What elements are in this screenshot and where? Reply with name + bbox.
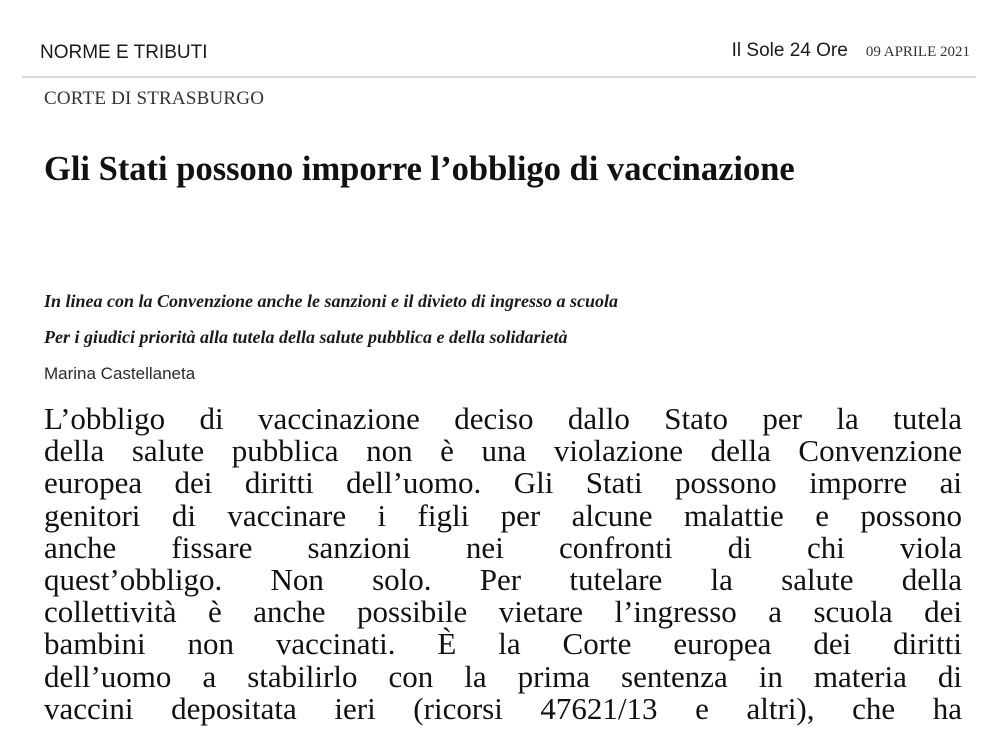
body-line: vaccini depositata ieri (ricorsi 47621/13 e altri), che ha xyxy=(44,690,962,726)
body-line: L’obbligo di vaccinazione deciso dallo Stato per la tutela xyxy=(44,401,962,436)
article-kicker: CORTE DI STRASBURGO xyxy=(44,88,265,109)
body-line: dell’uomo a stabilirlo con la prima sentenza in materia di xyxy=(44,658,962,694)
article-author: Marina Castellaneta xyxy=(44,364,196,383)
body-line: collettività è anche possibile vietare l’ingresso a scuola dei xyxy=(44,594,962,630)
body-line: bambini non vaccinati. È la Corte europea dei diritti xyxy=(44,626,962,662)
body-line: europea dei diritti dell’uomo. Gli Stati possono imporre ai xyxy=(44,465,962,501)
article-title: Gli Stati possono imporre l’obbligo di vaccinazione xyxy=(44,150,795,188)
body-line: quest’obbligo. Non solo. Per tutelare la salute della xyxy=(44,561,962,597)
publication-name: Il Sole 24 Ore xyxy=(731,40,848,61)
body-line: della salute pubblica non è una violazione della Convenzione xyxy=(44,433,962,469)
article-subtitle-2: Per i giudici priorità alla tutela della salute pubblica e della solidarietà xyxy=(44,327,568,347)
article-body xyxy=(44,403,962,725)
article-subtitle-1: In linea con la Convenzione anche le sanzioni e il divieto di ingresso a scuola xyxy=(44,291,619,311)
publication-info xyxy=(732,40,970,62)
body-line: genitori di vaccinare i figli per alcune malattie e possono xyxy=(44,497,962,533)
body-line: anche fissare sanzioni nei confronti di chi viola xyxy=(44,529,962,565)
page-header xyxy=(40,40,970,70)
publication-date: 09 APRILE 2021 xyxy=(865,44,970,60)
section-label: NORME E TRIBUTI xyxy=(40,42,208,63)
header-divider xyxy=(22,76,976,78)
